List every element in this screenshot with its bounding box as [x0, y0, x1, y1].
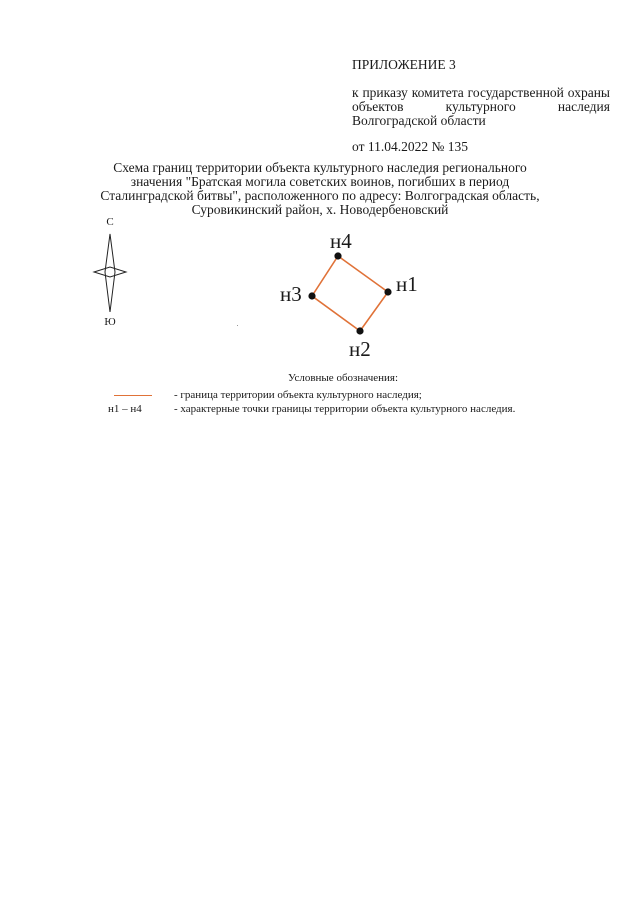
boundary-line [312, 256, 388, 331]
legend-title: Условные обозначения: [288, 372, 399, 384]
legend-row-points [108, 403, 608, 417]
scan-speck [237, 325, 238, 326]
point-n2-marker [356, 327, 363, 334]
legend-boundary-text: - граница территории объекта культурного наследия; [174, 389, 422, 401]
legend-row-boundary [108, 389, 608, 403]
compass-arrow-icon [88, 230, 132, 316]
point-n1-marker [384, 288, 391, 295]
point-n4-label: н4 [330, 229, 352, 253]
order-date: от 11.04.2022 № 135 [352, 139, 468, 154]
point-n1-label: н1 [396, 272, 418, 296]
legend-points-text: - характерные точки границы территории объекта культурного наследия. [174, 403, 516, 415]
boundary-diagram-svg [270, 228, 440, 363]
point-n4-marker [334, 252, 341, 259]
legend-points-symbol: н1 – н4 [108, 403, 142, 415]
point-n3-marker [308, 292, 315, 299]
point-n2-label: н2 [349, 337, 371, 361]
order-reference: к приказу комитета государственной охраны объектов культурного наследия Волгоградской области [352, 85, 610, 128]
header-block [352, 58, 610, 154]
scheme-title: Схема границ территории объекта культурного наследия регионального значения "Братская могила советских воинов, погибших в период Сталинградской битвы", расположенного по адресу: Волгоградская область, Суровикинский район, х. Новодербеновский [100, 160, 540, 217]
boundary-diagram [270, 228, 440, 363]
compass-south-label: Ю [104, 316, 116, 328]
legend-boundary-line [114, 395, 152, 396]
legend [108, 372, 608, 417]
point-n3-label: н3 [280, 282, 302, 306]
compass-north-label: С [106, 216, 114, 228]
appendix-title: ПРИЛОЖЕНИЕ 3 [352, 57, 456, 72]
compass-rose [88, 216, 132, 334]
